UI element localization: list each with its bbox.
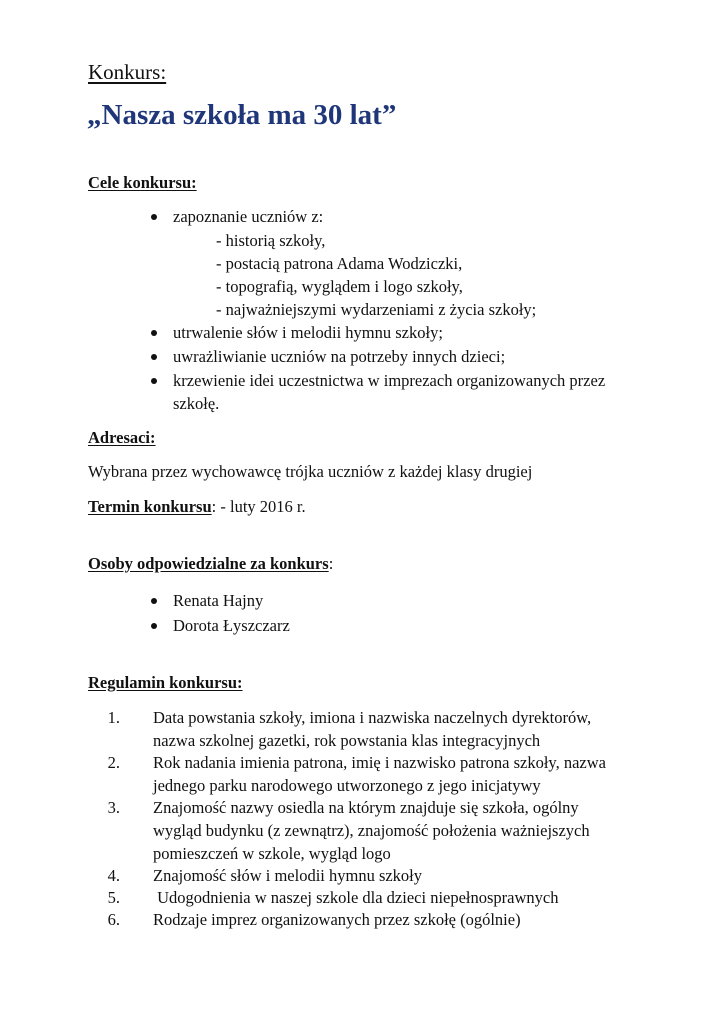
goals-intro: zapoznanie uczniów z: [173, 207, 324, 226]
bullet-icon [151, 623, 157, 629]
rule-text: nazwa szkolnej gazetki, rok powstania klas integracyjnych [153, 731, 541, 750]
rule-text: Znajomość nazwy osiedla na którym znajduje się szkoła, ogólny [153, 798, 579, 817]
term-label: Termin konkursu [88, 497, 212, 516]
document-kind: Konkurs: [88, 60, 167, 84]
rule-text: jednego parku narodowego utworzonego z jego inicjatywy [153, 776, 541, 795]
responsible-heading: Osoby odpowiedzialne za konkurs [88, 554, 329, 573]
rule-number: 1. [107, 708, 120, 727]
rule-text: Znajomość słów i melodii hymnu szkoły [153, 866, 423, 885]
rule-number: 3. [107, 798, 120, 817]
goals-sub-item: - postacią patrona Adama Wodziczki, [216, 254, 463, 273]
rule-text: Udogodnienia w naszej szkole dla dzieci niepełnosprawnych [153, 888, 559, 907]
goals-item: krzewienie idei uczestnictwa w imprezach organizowanych przez [173, 371, 606, 390]
rule-number: 5. [107, 888, 120, 907]
document-title: „Nasza szkoła ma 30 lat” [87, 99, 397, 131]
rules-heading: Regulamin konkursu: [88, 673, 243, 692]
responsible-heading-line [88, 553, 333, 575]
bullet-icon [151, 378, 157, 384]
goals-item: utrwalenie słów i melodii hymnu szkoły; [173, 323, 443, 342]
goals-sub-item: - topografią, wyglądem i logo szkoły, [216, 277, 463, 296]
goals-heading: Cele konkursu: [88, 173, 197, 192]
goals-item-continuation: szkołę. [173, 394, 220, 413]
rule-number: 6. [107, 910, 120, 929]
term-line [88, 496, 306, 518]
rule-text: pomieszczeń w szkole, wygląd logo [153, 844, 391, 863]
rule-text: Rodzaje imprez organizowanych przez szkołę (ogólnie) [153, 910, 521, 929]
recipients-text: Wybrana przez wychowawcę trójka uczniów z każdej klasy drugiej [88, 462, 533, 481]
responsible-person: Dorota Łyszczarz [173, 616, 290, 635]
responsible-person: Renata Hajny [173, 591, 264, 610]
rule-number: 4. [107, 866, 120, 885]
rule-text: Rok nadania imienia patrona, imię i nazwisko patrona szkoły, nazwa [153, 753, 606, 772]
bullet-icon [151, 330, 157, 336]
goals-sub-item: - historią szkoły, [216, 231, 326, 250]
rule-number: 2. [107, 753, 120, 772]
responsible-colon: : [328, 554, 334, 573]
rule-text: Data powstania szkoły, imiona i nazwiska naczelnych dyrektorów, [153, 708, 592, 727]
bullet-icon [151, 598, 157, 604]
term-value: : - luty 2016 r. [211, 497, 306, 516]
bullet-icon [151, 354, 157, 360]
goals-item: uwrażliwianie uczniów na potrzeby innych dzieci; [173, 347, 506, 366]
rule-text: wygląd budynku (z zewnątrz), znajomość położenia ważniejszych [153, 821, 590, 840]
recipients-heading: Adresaci: [88, 428, 156, 447]
goals-sub-item: - najważniejszymi wydarzeniami z życia szkoły; [216, 300, 537, 319]
bullet-icon [151, 214, 157, 220]
